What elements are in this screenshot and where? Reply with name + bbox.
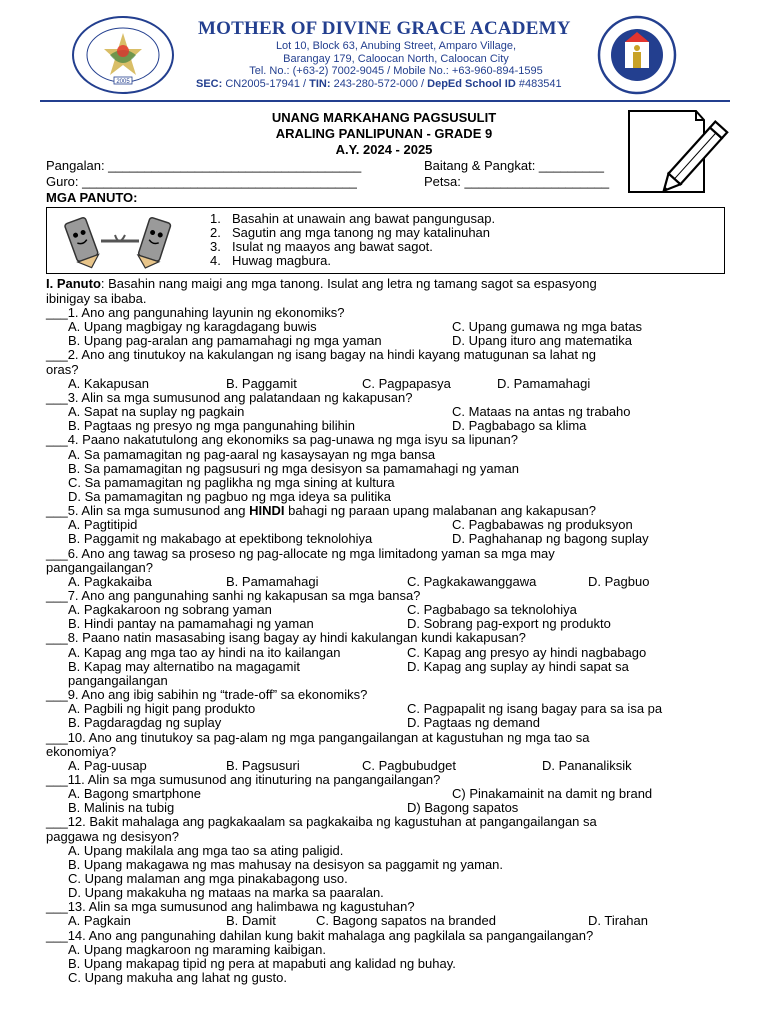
answer-choice: D. Pananaliksik <box>542 757 632 773</box>
answer-choice: D. Upang ituro ang matematika <box>452 333 632 349</box>
pangalan-field[interactable]: Pangalan: ___________________________________ <box>46 158 362 173</box>
answer-choice: B. Upang pag-aralan ang pamamahagi ng mga yaman <box>68 333 382 349</box>
answer-choice: pangangailangan <box>68 672 168 688</box>
answer-choice: A. Upang makilala ang mga tao sa ating paligid. <box>68 842 344 858</box>
question-stem: paggawa ng desisyon? <box>46 828 179 844</box>
panuto-item: 4. Huwag magbura. <box>210 253 331 268</box>
answer-choice: A. Bagong smartphone <box>68 786 201 802</box>
answer-choice: D. Upang makakuha ng mataas na marka sa paaralan. <box>68 885 384 901</box>
answer-choice: A. Sapat na suplay ng pagkain <box>68 404 245 420</box>
question-stem: ekonomiya? <box>46 743 117 759</box>
section-1-label: I. Panuto <box>46 276 101 291</box>
telephone-line: Tel. No.: (+63-2) 7002-9045 / Mobile No.: +63-960-894-1595 <box>249 65 543 77</box>
question-stem: ___2. Ano ang tinutukoy na kakulangan ng isang bagay na hindi kayang matugunan sa lahat ng <box>46 347 597 363</box>
question-stem: ___8. Paano natin masasabing isang bagay ay hindi kakulangan kundi kakapusan? <box>46 630 526 646</box>
answer-choice: B. Pagdaragdag ng suplay <box>68 715 222 731</box>
answer-choice: A. Sa pamamagitan ng pag-aaral ng kasaysayan ng mga bansa <box>68 446 436 462</box>
school-seal-logo <box>70 15 176 95</box>
sec-value: CN2005-17941 / <box>222 78 310 90</box>
question-stem: ___4. Paano nakatutulong ang ekonomiks sa pag-unawa ng mga isyu sa lipunan? <box>46 432 518 448</box>
header-rule <box>40 100 730 102</box>
answer-choice: B. Hindi pantay na pamamahagi ng yaman <box>68 616 314 632</box>
answer-choice: B. Kapag may alternatibo na magagamit <box>68 658 300 674</box>
answer-choice: A. Kakapusan <box>68 375 149 391</box>
petsa-field[interactable]: Petsa: ____________________ <box>424 174 610 189</box>
answer-choice: B. Malinis na tubig <box>68 800 175 816</box>
answer-choice: C. Kapag ang presyo ay hindi nagbabago <box>407 644 647 660</box>
question-stem: ___5. Alin sa mga sumusunod ang HINDI bahagi ng paraan upang malabanan ang kakapusan? <box>46 503 597 519</box>
question-stem: pangangailangan? <box>46 559 153 575</box>
svg-text:2005: 2005 <box>116 79 130 85</box>
answer-choice: C. Upang makuha ang lahat ng gusto. <box>68 970 287 986</box>
answer-choice: B. Pagsusuri <box>226 757 300 773</box>
answer-choice: C. Bagong sapatos na branded <box>316 913 496 929</box>
answer-choice: D. Pagbuo <box>588 573 650 589</box>
question-stem: ___6. Ano ang tawag sa proseso ng pag-allocate ng mga limitadong yaman sa mga may <box>46 545 555 561</box>
panuto-heading: MGA PANUTO: <box>46 190 138 205</box>
answer-choice: B. Pagtaas ng presyo ng mga pangunahing bilihin <box>68 418 355 434</box>
panuto-item: 1. Basahin at unawain ang bawat pangungusap. <box>210 211 496 226</box>
tin-value: 243-280-572-000 / <box>330 78 428 90</box>
answer-choice: A. Pagkakaiba <box>68 573 152 589</box>
answer-choice: A. Upang magbigay ng karagdagang buwis <box>68 319 317 335</box>
answer-choice: D. Tirahan <box>588 913 648 929</box>
answer-choice: C. Pagbabawas ng produksyon <box>452 517 633 533</box>
question-stem: ___13. Alin sa mga sumusunod ang halimbawa ng kagustuhan? <box>46 899 415 915</box>
exam-subject: ARALING PANLIPUNAN - GRADE 9 <box>275 126 493 141</box>
answer-choice: C. Pagpapalit ng isang bagay para sa isa pa <box>407 701 663 717</box>
sec-label: SEC: <box>196 78 223 90</box>
answer-choice: C. Pagbabago sa teknolohiya <box>407 602 577 618</box>
answer-choice: C. Mataas na antas ng trabaho <box>452 404 631 420</box>
question-stem: ___9. Ano ang ibig sabihin ng “trade-off” sa ekonomiks? <box>46 687 368 703</box>
deped-label: DepEd School ID <box>427 78 516 90</box>
answer-choice: D. Pamamahagi <box>497 375 591 391</box>
answer-choice: A. Pag-uusap <box>68 757 147 773</box>
answer-choice: D. Sobrang pag-export ng produkto <box>407 616 611 632</box>
answer-choice: D. Pagbabago sa klima <box>452 418 587 434</box>
baitang-pangkat-field[interactable]: Baitang & Pangkat: _________ <box>424 158 604 173</box>
question-stem: ___11. Alin sa mga sumusunod ang itinuturing na pangangailangan? <box>46 771 441 787</box>
answer-choice: D) Bagong sapatos <box>407 800 519 816</box>
answer-choice: A. Pagtitipid <box>68 517 138 533</box>
answer-choice: D. Kapag ang suplay ay hindi sapat sa <box>407 658 629 674</box>
panuto-box <box>46 207 725 274</box>
answer-choice: A. Pagkakaroon ng sobrang yaman <box>68 602 272 618</box>
answer-choice: A. Pagkain <box>68 913 131 929</box>
answer-choice: B. Paggamit ng makabago at epektibong teknolohiya <box>68 531 373 547</box>
answer-choice: B. Damit <box>226 913 276 929</box>
address-line-2: Barangay 179, Caloocan North, Caloocan City <box>283 53 509 65</box>
answer-choice: A. Kapag ang mga tao ay hindi na ito kailangan <box>68 644 341 660</box>
panuto-list <box>210 212 495 268</box>
panuto-item: 3. Isulat ng maayos ang bawat sagot. <box>210 239 433 254</box>
answer-choice: D. Sa pamamagitan ng pagbuo ng mga ideya sa pulitika <box>68 488 392 504</box>
question-stem: ___12. Bakit mahalaga ang pagkakaalam sa pagkakaiba ng kagustuhan at pangangailangan sa <box>46 814 597 830</box>
question-stem: ___1. Ano ang pangunahing layunin ng ekonomiks? <box>46 305 345 320</box>
answer-choice: A. Upang magkaroon ng maraming kaibigan. <box>68 941 326 957</box>
pencil-characters-icon <box>53 211 187 269</box>
paper-pencil-icon <box>626 108 738 196</box>
question-stem: ___3. Alin sa mga sumusunod ang palatandaan ng kakapusan? <box>46 389 413 405</box>
exam-title: UNANG MARKAHANG PAGSUSULIT <box>271 110 497 125</box>
answer-choice: C. Upang gumawa ng mga batas <box>452 319 643 335</box>
answer-choice: A. Pagbili ng higit pang produkto <box>68 701 256 717</box>
answer-choice: C. Pagbubudget <box>362 757 456 773</box>
question-stem: oras? <box>46 361 79 377</box>
registration-line <box>196 78 562 90</box>
answer-choice: C. Pagkakawanggawa <box>407 573 537 589</box>
answer-choice: B. Pamamahagi <box>226 573 319 589</box>
answer-choice: B. Sa pamamagitan ng pagsusuri ng mga desisyon sa pamamahagi ng yaman <box>68 460 519 476</box>
answer-choice: B. Upang makapag tipid ng pera at mapabuti ang kalidad ng buhay. <box>68 955 456 971</box>
deped-seal-logo <box>597 12 677 98</box>
tin-label: TIN: <box>309 78 331 90</box>
guro-field[interactable]: Guro: ______________________________________ <box>46 174 357 189</box>
answer-choice: C. Upang malaman ang mga pinakabagong uso. <box>68 871 348 886</box>
answer-choice: C. Pagpapasya <box>362 375 451 391</box>
question-stem: ___10. Ano ang tinutukoy sa pag-alam ng mga pangangailangan at kagustuhan ng mga tao sa <box>46 729 590 745</box>
exam-year: A.Y. 2024 - 2025 <box>335 142 433 157</box>
answer-choice: D. Paghahanap ng bagong suplay <box>452 531 649 547</box>
school-name: MOTHER OF DIVINE GRACE ACADEMY <box>198 18 571 39</box>
answer-choice: D. Pagtaas ng demand <box>407 715 540 731</box>
question-stem: ___7. Ano ang pangunahing sanhi ng kakapusan sa mga bansa? <box>46 588 421 603</box>
panuto-item: 2. Sagutin ang mga tanong ng may katalinuhan <box>210 225 491 240</box>
answer-choice: B. Upang makagawa ng mas mahusay na desisyon sa paggamit ng yaman. <box>68 856 504 872</box>
question-stem: ___14. Ano ang pangunahing dahilan kung bakit mahalaga ang pagkilala sa pangangailangan? <box>46 927 594 943</box>
answer-choice: C. Sa pamamagitan ng paglikha ng mga sining at kultura <box>68 474 395 490</box>
section-1-instructions: I. Panuto: Basahin nang maigi ang mga tanong. Isulat ang letra ng tamang sagot sa espasyong ibinigay sa ibaba. <box>46 276 597 306</box>
deped-value: #483541 <box>515 78 562 90</box>
answer-choice: C) Pinakamainit na damit ng brand <box>452 786 653 802</box>
address-line-1: Lot 10, Block 63, Anubing Street, Amparo Village, <box>275 40 517 52</box>
answer-choice: B. Paggamit <box>226 375 297 391</box>
